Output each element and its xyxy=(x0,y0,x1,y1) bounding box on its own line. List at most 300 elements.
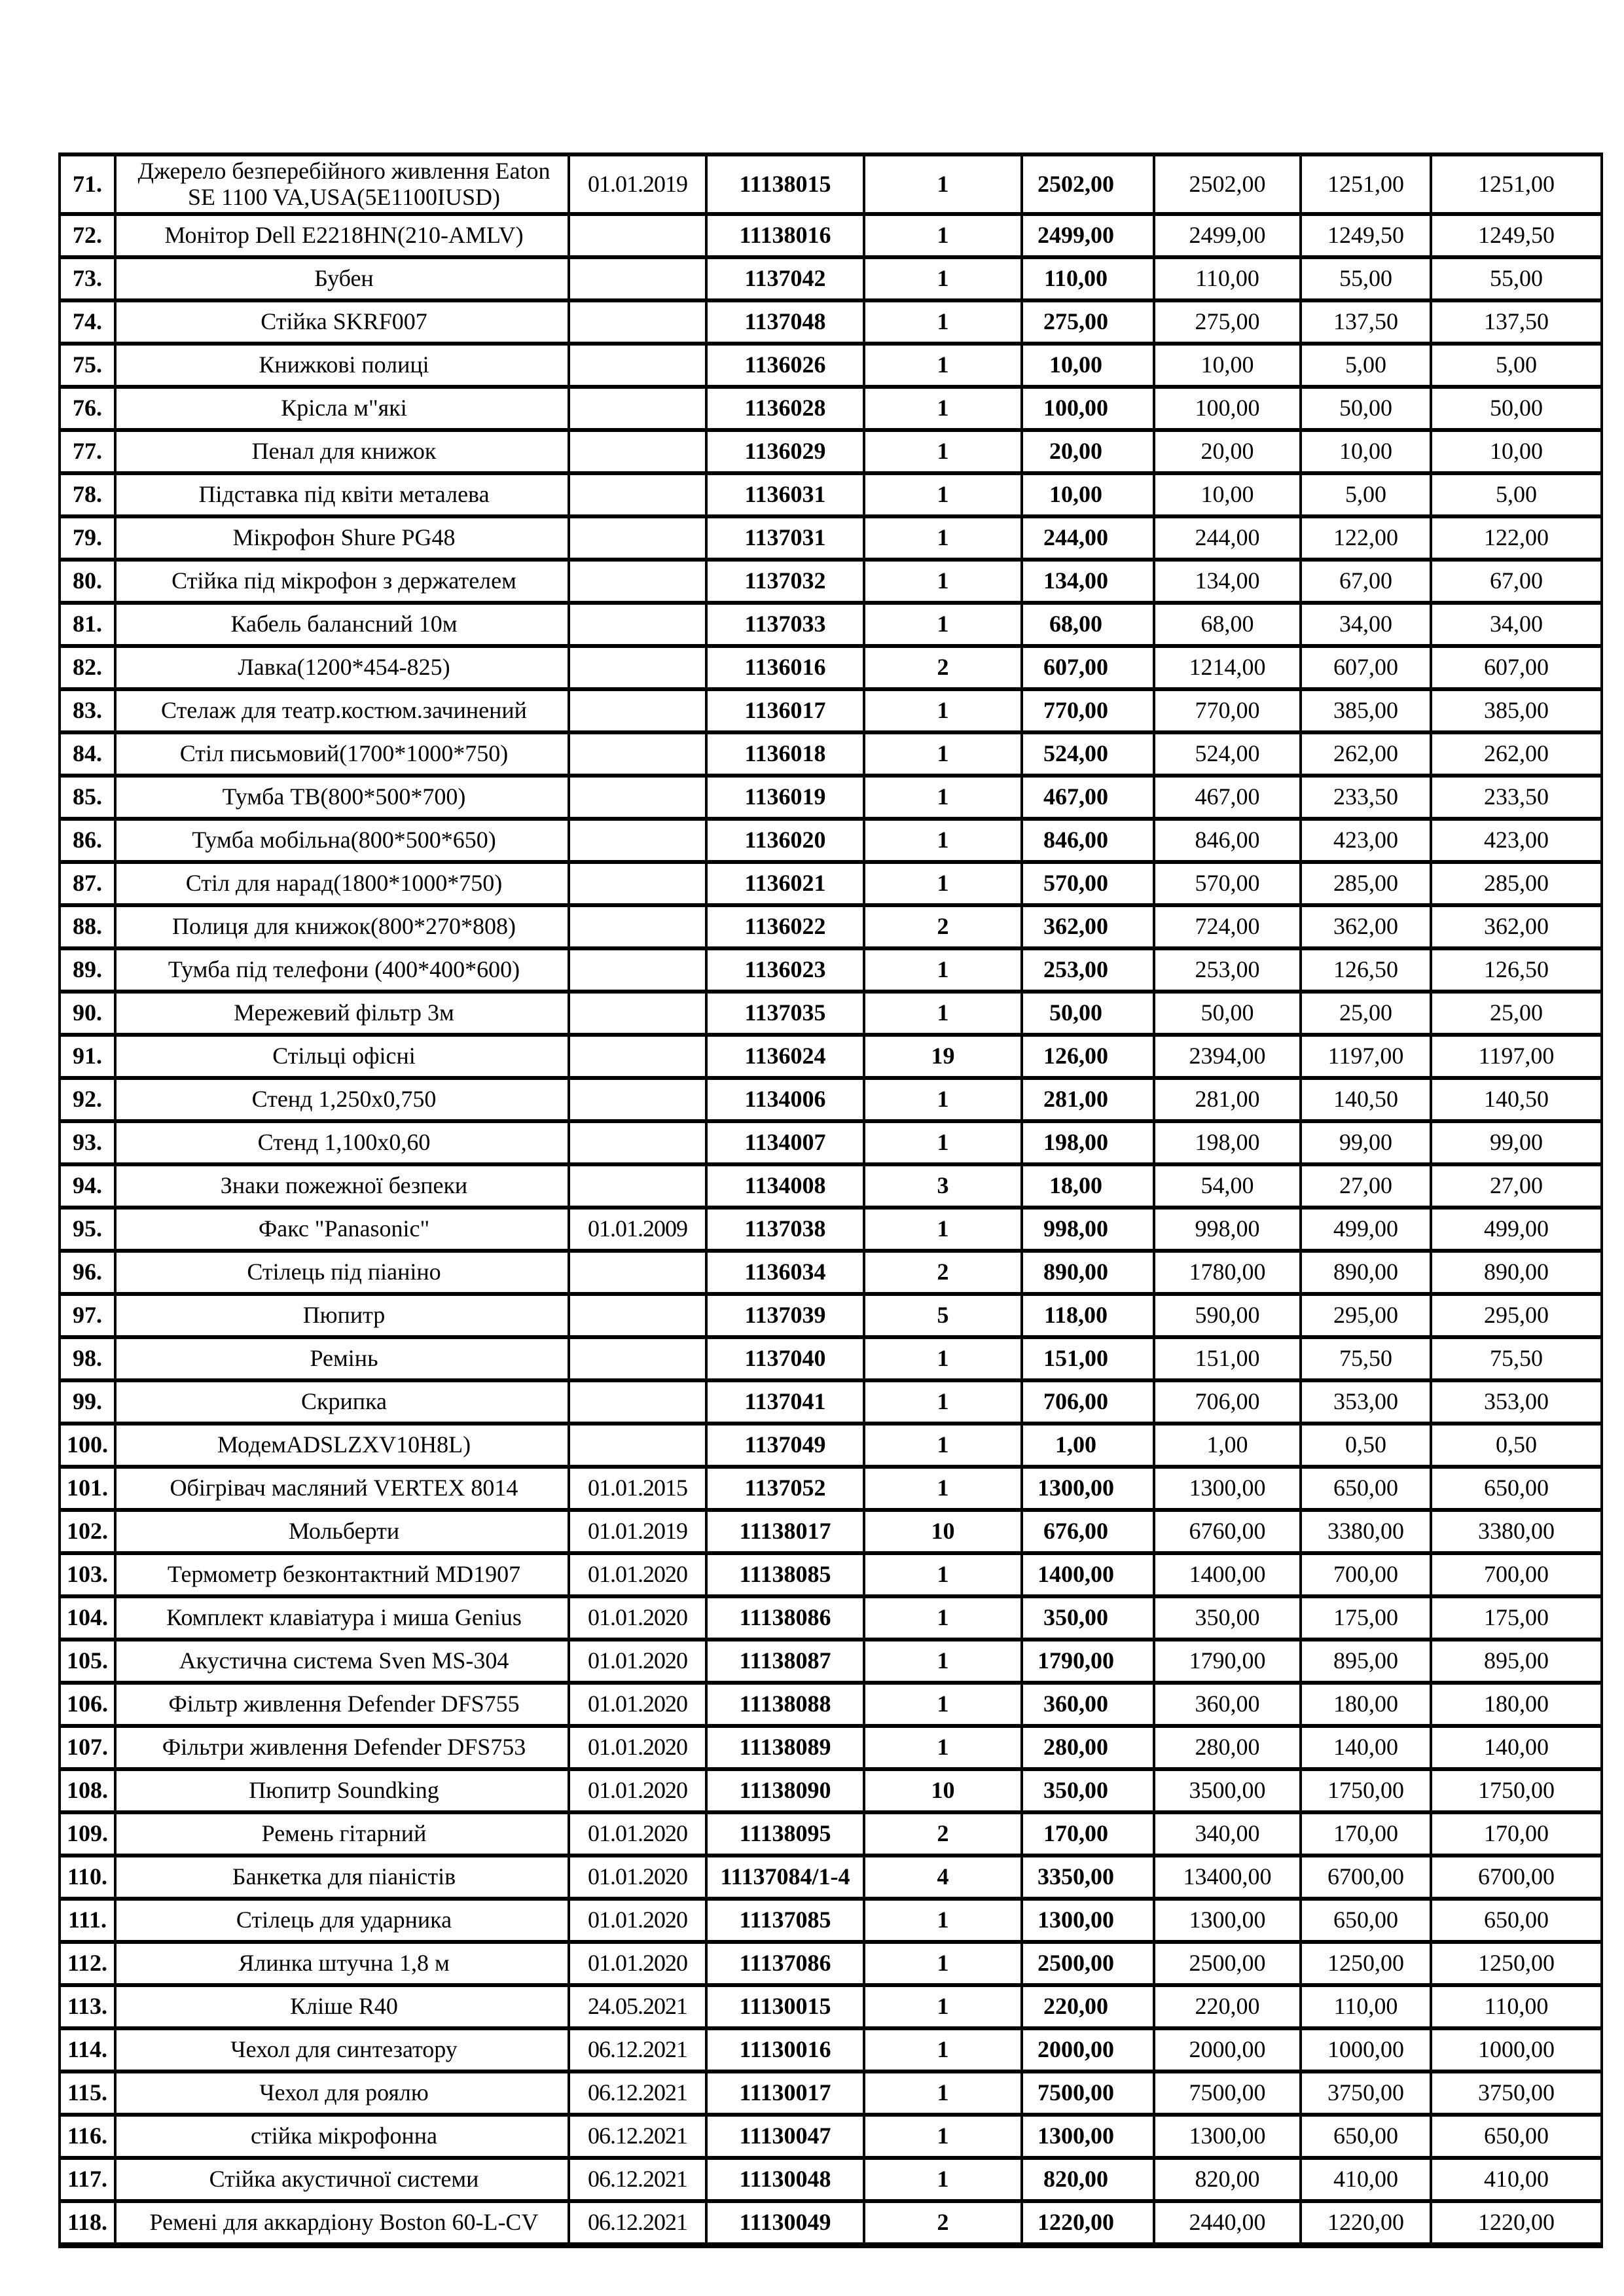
cell-half_b: 262,00 xyxy=(1431,732,1602,776)
cell-qty: 1 xyxy=(864,1121,1022,1164)
cell-num: 90. xyxy=(60,992,115,1035)
cell-qty: 1 xyxy=(864,1899,1022,1942)
cell-total: 2502,00 xyxy=(1154,154,1301,214)
cell-inv: 1134006 xyxy=(706,1078,864,1121)
cell-price: 607,00 xyxy=(1022,646,1154,689)
cell-half_b: 3750,00 xyxy=(1431,2072,1602,2115)
cell-name: Лавка(1200*454-825) xyxy=(115,646,569,689)
table-row xyxy=(60,1683,1602,1726)
table-row xyxy=(60,776,1602,819)
cell-num: 78. xyxy=(60,473,115,516)
cell-qty: 1 xyxy=(864,2158,1022,2201)
cell-price: 280,00 xyxy=(1022,1726,1154,1769)
cell-name: Ремені для аккардіону Boston 60-L-CV xyxy=(115,2201,569,2246)
cell-name: Ялинка штучна 1,8 м xyxy=(115,1942,569,1985)
cell-total: 6760,00 xyxy=(1154,1510,1301,1553)
cell-price: 170,00 xyxy=(1022,1812,1154,1856)
cell-total: 524,00 xyxy=(1154,732,1301,776)
cell-price: 2502,00 xyxy=(1022,154,1154,214)
cell-date xyxy=(569,344,706,387)
cell-inv: 11138090 xyxy=(706,1769,864,1812)
cell-half_b: 75,50 xyxy=(1431,1337,1602,1380)
cell-name: Знаки пожежної безпеки xyxy=(115,1164,569,1208)
cell-total: 820,00 xyxy=(1154,2158,1301,2201)
cell-half_a: 1249,50 xyxy=(1301,214,1431,257)
cell-inv: 1136016 xyxy=(706,646,864,689)
table-row xyxy=(60,1726,1602,1769)
cell-qty: 2 xyxy=(864,1251,1022,1294)
cell-inv: 1136017 xyxy=(706,689,864,732)
cell-name: Книжкові полиці xyxy=(115,344,569,387)
cell-date xyxy=(569,1337,706,1380)
cell-qty: 1 xyxy=(864,154,1022,214)
cell-inv: 11137086 xyxy=(706,1942,864,1985)
cell-num: 73. xyxy=(60,257,115,300)
cell-qty: 10 xyxy=(864,1769,1022,1812)
cell-total: 1,00 xyxy=(1154,1424,1301,1467)
cell-inv: 1136028 xyxy=(706,387,864,430)
cell-date: 01.01.2020 xyxy=(569,1942,706,1985)
cell-half_b: 607,00 xyxy=(1431,646,1602,689)
cell-name: Стійка під мікрофон з держателем xyxy=(115,560,569,603)
table-row xyxy=(60,862,1602,905)
cell-qty: 1 xyxy=(864,2072,1022,2115)
cell-num: 116. xyxy=(60,2115,115,2158)
cell-half_b: 6700,00 xyxy=(1431,1856,1602,1899)
cell-total: 467,00 xyxy=(1154,776,1301,819)
cell-inv: 11130047 xyxy=(706,2115,864,2158)
cell-num: 106. xyxy=(60,1683,115,1726)
cell-qty: 1 xyxy=(864,1942,1022,1985)
cell-price: 281,00 xyxy=(1022,1078,1154,1121)
cell-half_a: 27,00 xyxy=(1301,1164,1431,1208)
cell-total: 2000,00 xyxy=(1154,2028,1301,2072)
cell-num: 112. xyxy=(60,1942,115,1985)
cell-date xyxy=(569,1164,706,1208)
cell-half_a: 895,00 xyxy=(1301,1640,1431,1683)
inventory-table-body xyxy=(60,154,1602,2245)
cell-half_b: 650,00 xyxy=(1431,1899,1602,1942)
cell-qty: 1 xyxy=(864,2028,1022,2072)
cell-name: Кабель балансний 10м xyxy=(115,603,569,646)
cell-num: 105. xyxy=(60,1640,115,1683)
table-row xyxy=(60,1769,1602,1812)
cell-num: 114. xyxy=(60,2028,115,2072)
cell-inv: 1137039 xyxy=(706,1294,864,1337)
table-row xyxy=(60,344,1602,387)
cell-date: 01.01.2020 xyxy=(569,1856,706,1899)
cell-half_a: 233,50 xyxy=(1301,776,1431,819)
cell-half_b: 137,50 xyxy=(1431,300,1602,344)
cell-price: 151,00 xyxy=(1022,1337,1154,1380)
cell-total: 1300,00 xyxy=(1154,1467,1301,1510)
cell-name: Стенд 1,100х0,60 xyxy=(115,1121,569,1164)
cell-total: 1780,00 xyxy=(1154,1251,1301,1294)
cell-qty: 1 xyxy=(864,300,1022,344)
cell-name: МодемADSLZXV10H8L) xyxy=(115,1424,569,1467)
cell-price: 2499,00 xyxy=(1022,214,1154,257)
cell-half_b: 180,00 xyxy=(1431,1683,1602,1726)
cell-total: 275,00 xyxy=(1154,300,1301,344)
cell-name: Тумба мобільна(800*500*650) xyxy=(115,819,569,862)
cell-price: 1790,00 xyxy=(1022,1640,1154,1683)
cell-date xyxy=(569,1380,706,1424)
table-row xyxy=(60,430,1602,473)
cell-date xyxy=(569,1251,706,1294)
cell-qty: 1 xyxy=(864,473,1022,516)
cell-total: 2440,00 xyxy=(1154,2201,1301,2246)
cell-name: Стіл письмовий(1700*1000*750) xyxy=(115,732,569,776)
cell-half_a: 55,00 xyxy=(1301,257,1431,300)
cell-inv: 1137032 xyxy=(706,560,864,603)
cell-half_b: 1220,00 xyxy=(1431,2201,1602,2246)
cell-name: Чехол для синтезатору xyxy=(115,2028,569,2072)
cell-inv: 11130048 xyxy=(706,2158,864,2201)
cell-num: 79. xyxy=(60,516,115,560)
cell-half_b: 5,00 xyxy=(1431,344,1602,387)
cell-half_b: 295,00 xyxy=(1431,1294,1602,1337)
cell-qty: 4 xyxy=(864,1856,1022,1899)
cell-num: 86. xyxy=(60,819,115,862)
cell-inv: 1137049 xyxy=(706,1424,864,1467)
cell-qty: 1 xyxy=(864,1726,1022,1769)
cell-total: 10,00 xyxy=(1154,344,1301,387)
cell-half_b: 175,00 xyxy=(1431,1596,1602,1640)
cell-num: 104. xyxy=(60,1596,115,1640)
cell-half_b: 385,00 xyxy=(1431,689,1602,732)
cell-num: 113. xyxy=(60,1985,115,2028)
cell-date xyxy=(569,430,706,473)
cell-price: 820,00 xyxy=(1022,2158,1154,2201)
cell-price: 890,00 xyxy=(1022,1251,1154,1294)
cell-name: Стілець для ударника xyxy=(115,1899,569,1942)
cell-qty: 3 xyxy=(864,1164,1022,1208)
cell-qty: 2 xyxy=(864,2201,1022,2246)
cell-inv: 1137041 xyxy=(706,1380,864,1424)
cell-num: 77. xyxy=(60,430,115,473)
cell-half_a: 180,00 xyxy=(1301,1683,1431,1726)
cell-inv: 11137084/1-4 xyxy=(706,1856,864,1899)
cell-qty: 1 xyxy=(864,1380,1022,1424)
cell-inv: 11138017 xyxy=(706,1510,864,1553)
cell-inv: 1136026 xyxy=(706,344,864,387)
cell-name: Скрипка xyxy=(115,1380,569,1424)
cell-qty: 1 xyxy=(864,430,1022,473)
cell-price: 998,00 xyxy=(1022,1208,1154,1251)
table-row xyxy=(60,214,1602,257)
cell-inv: 11138015 xyxy=(706,154,864,214)
cell-name: Пенал для книжок xyxy=(115,430,569,473)
cell-inv: 1134008 xyxy=(706,1164,864,1208)
cell-name: Бубен xyxy=(115,257,569,300)
cell-half_a: 700,00 xyxy=(1301,1553,1431,1596)
cell-num: 92. xyxy=(60,1078,115,1121)
cell-date xyxy=(569,257,706,300)
cell-num: 93. xyxy=(60,1121,115,1164)
table-row xyxy=(60,2158,1602,2201)
cell-price: 846,00 xyxy=(1022,819,1154,862)
cell-num: 99. xyxy=(60,1380,115,1424)
cell-num: 80. xyxy=(60,560,115,603)
cell-total: 846,00 xyxy=(1154,819,1301,862)
cell-half_a: 650,00 xyxy=(1301,1899,1431,1942)
cell-inv: 1136019 xyxy=(706,776,864,819)
cell-total: 2499,00 xyxy=(1154,214,1301,257)
cell-half_a: 650,00 xyxy=(1301,2115,1431,2158)
cell-qty: 1 xyxy=(864,1553,1022,1596)
cell-price: 244,00 xyxy=(1022,516,1154,560)
cell-date: 01.01.2015 xyxy=(569,1467,706,1510)
cell-num: 83. xyxy=(60,689,115,732)
cell-date: 06.12.2021 xyxy=(569,2158,706,2201)
cell-half_a: 890,00 xyxy=(1301,1251,1431,1294)
cell-inv: 11138016 xyxy=(706,214,864,257)
cell-half_b: 1750,00 xyxy=(1431,1769,1602,1812)
cell-date xyxy=(569,862,706,905)
table-row xyxy=(60,387,1602,430)
table-row xyxy=(60,819,1602,862)
cell-name: Тумба ТВ(800*500*700) xyxy=(115,776,569,819)
inventory-table xyxy=(58,152,1603,2248)
cell-name: Стійка акустичної системи xyxy=(115,2158,569,2201)
cell-total: 20,00 xyxy=(1154,430,1301,473)
cell-total: 2500,00 xyxy=(1154,1942,1301,1985)
cell-name: Комплект клавіатура і миша Genius xyxy=(115,1596,569,1640)
cell-half_b: 25,00 xyxy=(1431,992,1602,1035)
cell-name: Ремень гітарний xyxy=(115,1812,569,1856)
cell-half_a: 5,00 xyxy=(1301,473,1431,516)
cell-date xyxy=(569,1121,706,1164)
cell-half_a: 1000,00 xyxy=(1301,2028,1431,2072)
cell-inv: 11130016 xyxy=(706,2028,864,2072)
table-row xyxy=(60,1553,1602,1596)
cell-date xyxy=(569,1078,706,1121)
cell-qty: 1 xyxy=(864,1467,1022,1510)
cell-half_a: 67,00 xyxy=(1301,560,1431,603)
cell-date xyxy=(569,214,706,257)
cell-half_a: 362,00 xyxy=(1301,905,1431,948)
cell-price: 50,00 xyxy=(1022,992,1154,1035)
cell-inv: 11138087 xyxy=(706,1640,864,1683)
cell-price: 7500,00 xyxy=(1022,2072,1154,2115)
cell-half_a: 385,00 xyxy=(1301,689,1431,732)
cell-date: 01.01.2020 xyxy=(569,1596,706,1640)
cell-total: 10,00 xyxy=(1154,473,1301,516)
cell-name: Ремінь xyxy=(115,1337,569,1380)
cell-name: Мікрофон Shure PG48 xyxy=(115,516,569,560)
cell-price: 3350,00 xyxy=(1022,1856,1154,1899)
cell-half_b: 27,00 xyxy=(1431,1164,1602,1208)
cell-total: 50,00 xyxy=(1154,992,1301,1035)
cell-name: Пюпитр xyxy=(115,1294,569,1337)
cell-qty: 1 xyxy=(864,2115,1022,2158)
cell-half_b: 170,00 xyxy=(1431,1812,1602,1856)
table-row xyxy=(60,1856,1602,1899)
cell-qty: 1 xyxy=(864,1596,1022,1640)
cell-half_b: 362,00 xyxy=(1431,905,1602,948)
cell-num: 98. xyxy=(60,1337,115,1380)
cell-qty: 1 xyxy=(864,257,1022,300)
cell-half_a: 607,00 xyxy=(1301,646,1431,689)
cell-qty: 1 xyxy=(864,1337,1022,1380)
cell-total: 281,00 xyxy=(1154,1078,1301,1121)
cell-half_b: 700,00 xyxy=(1431,1553,1602,1596)
cell-price: 10,00 xyxy=(1022,344,1154,387)
cell-total: 570,00 xyxy=(1154,862,1301,905)
cell-half_a: 262,00 xyxy=(1301,732,1431,776)
cell-half_b: 410,00 xyxy=(1431,2158,1602,2201)
cell-half_a: 137,50 xyxy=(1301,300,1431,344)
cell-price: 1300,00 xyxy=(1022,2115,1154,2158)
cell-inv: 1137048 xyxy=(706,300,864,344)
cell-qty: 1 xyxy=(864,516,1022,560)
cell-half_a: 5,00 xyxy=(1301,344,1431,387)
cell-half_a: 499,00 xyxy=(1301,1208,1431,1251)
table-row xyxy=(60,1251,1602,1294)
cell-inv: 1136018 xyxy=(706,732,864,776)
table-row xyxy=(60,1985,1602,2028)
cell-name: Монітор Dell E2218HN(210-AMLV) xyxy=(115,214,569,257)
table-row xyxy=(60,516,1602,560)
cell-price: 1300,00 xyxy=(1022,1899,1154,1942)
table-row xyxy=(60,905,1602,948)
cell-total: 198,00 xyxy=(1154,1121,1301,1164)
cell-half_a: 140,50 xyxy=(1301,1078,1431,1121)
cell-num: 109. xyxy=(60,1812,115,1856)
cell-date xyxy=(569,732,706,776)
cell-half_b: 126,50 xyxy=(1431,948,1602,992)
cell-total: 1214,00 xyxy=(1154,646,1301,689)
cell-price: 2500,00 xyxy=(1022,1942,1154,1985)
cell-price: 100,00 xyxy=(1022,387,1154,430)
table-row xyxy=(60,300,1602,344)
cell-inv: 1137040 xyxy=(706,1337,864,1380)
cell-date xyxy=(569,646,706,689)
cell-qty: 1 xyxy=(864,689,1022,732)
cell-date xyxy=(569,473,706,516)
cell-inv: 11130017 xyxy=(706,2072,864,2115)
cell-price: 362,00 xyxy=(1022,905,1154,948)
cell-date xyxy=(569,516,706,560)
cell-price: 1220,00 xyxy=(1022,2201,1154,2246)
cell-num: 84. xyxy=(60,732,115,776)
cell-half_a: 99,00 xyxy=(1301,1121,1431,1164)
cell-name: Стіл для нарад(1800*1000*750) xyxy=(115,862,569,905)
cell-inv: 11137085 xyxy=(706,1899,864,1942)
cell-half_b: 1251,00 xyxy=(1431,154,1602,214)
cell-num: 76. xyxy=(60,387,115,430)
cell-inv: 1137033 xyxy=(706,603,864,646)
cell-half_a: 650,00 xyxy=(1301,1467,1431,1510)
cell-total: 1300,00 xyxy=(1154,2115,1301,2158)
cell-name: Фільтр живлення Defender DFS755 xyxy=(115,1683,569,1726)
cell-total: 151,00 xyxy=(1154,1337,1301,1380)
cell-date: 06.12.2021 xyxy=(569,2201,706,2246)
cell-qty: 1 xyxy=(864,948,1022,992)
cell-inv: 1136024 xyxy=(706,1035,864,1078)
cell-price: 467,00 xyxy=(1022,776,1154,819)
cell-half_a: 353,00 xyxy=(1301,1380,1431,1424)
cell-price: 20,00 xyxy=(1022,430,1154,473)
cell-total: 590,00 xyxy=(1154,1294,1301,1337)
cell-num: 94. xyxy=(60,1164,115,1208)
cell-half_a: 1220,00 xyxy=(1301,2201,1431,2246)
cell-num: 71. xyxy=(60,154,115,214)
cell-date: 01.01.2019 xyxy=(569,1510,706,1553)
cell-num: 110. xyxy=(60,1856,115,1899)
cell-half_b: 1249,50 xyxy=(1431,214,1602,257)
cell-num: 91. xyxy=(60,1035,115,1078)
cell-date xyxy=(569,300,706,344)
cell-price: 2000,00 xyxy=(1022,2028,1154,2072)
cell-num: 115. xyxy=(60,2072,115,2115)
cell-date: 01.01.2020 xyxy=(569,1683,706,1726)
cell-total: 253,00 xyxy=(1154,948,1301,992)
cell-num: 96. xyxy=(60,1251,115,1294)
cell-name: Стійка SKRF007 xyxy=(115,300,569,344)
cell-price: 253,00 xyxy=(1022,948,1154,992)
cell-num: 108. xyxy=(60,1769,115,1812)
cell-num: 95. xyxy=(60,1208,115,1251)
cell-half_b: 285,00 xyxy=(1431,862,1602,905)
cell-qty: 1 xyxy=(864,387,1022,430)
cell-half_b: 140,00 xyxy=(1431,1726,1602,1769)
cell-name: Джерело безперебійного живлення Eaton SE 1100 VA,USA(5E1100IUSD) xyxy=(115,154,569,214)
cell-inv: 1136023 xyxy=(706,948,864,992)
cell-name: Факс "Panasonic" xyxy=(115,1208,569,1251)
cell-date: 06.12.2021 xyxy=(569,2072,706,2115)
cell-half_b: 5,00 xyxy=(1431,473,1602,516)
cell-half_b: 34,00 xyxy=(1431,603,1602,646)
cell-name: Кліше R40 xyxy=(115,1985,569,2028)
cell-qty: 1 xyxy=(864,214,1022,257)
cell-name: Фільтри живлення Defender DFS753 xyxy=(115,1726,569,1769)
table-row xyxy=(60,732,1602,776)
cell-qty: 5 xyxy=(864,1294,1022,1337)
cell-name: стійка мікрофонна xyxy=(115,2115,569,2158)
cell-price: 350,00 xyxy=(1022,1769,1154,1812)
cell-name: Полиця для книжок(800*270*808) xyxy=(115,905,569,948)
cell-total: 100,00 xyxy=(1154,387,1301,430)
cell-half_b: 1000,00 xyxy=(1431,2028,1602,2072)
cell-total: 68,00 xyxy=(1154,603,1301,646)
cell-inv: 1134007 xyxy=(706,1121,864,1164)
cell-date xyxy=(569,689,706,732)
table-row xyxy=(60,2028,1602,2072)
cell-inv: 11130049 xyxy=(706,2201,864,2246)
table-row xyxy=(60,1121,1602,1164)
cell-half_a: 50,00 xyxy=(1301,387,1431,430)
cell-total: 998,00 xyxy=(1154,1208,1301,1251)
cell-price: 360,00 xyxy=(1022,1683,1154,1726)
cell-price: 220,00 xyxy=(1022,1985,1154,2028)
cell-total: 244,00 xyxy=(1154,516,1301,560)
cell-total: 7500,00 xyxy=(1154,2072,1301,2115)
cell-date xyxy=(569,1424,706,1467)
cell-total: 280,00 xyxy=(1154,1726,1301,1769)
cell-date xyxy=(569,819,706,862)
table-row xyxy=(60,1942,1602,1985)
cell-qty: 2 xyxy=(864,905,1022,948)
cell-price: 524,00 xyxy=(1022,732,1154,776)
cell-total: 706,00 xyxy=(1154,1380,1301,1424)
table-row xyxy=(60,1035,1602,1078)
table-row xyxy=(60,603,1602,646)
cell-half_a: 170,00 xyxy=(1301,1812,1431,1856)
cell-qty: 1 xyxy=(864,862,1022,905)
cell-name: Крісла м"які xyxy=(115,387,569,430)
cell-half_a: 34,00 xyxy=(1301,603,1431,646)
